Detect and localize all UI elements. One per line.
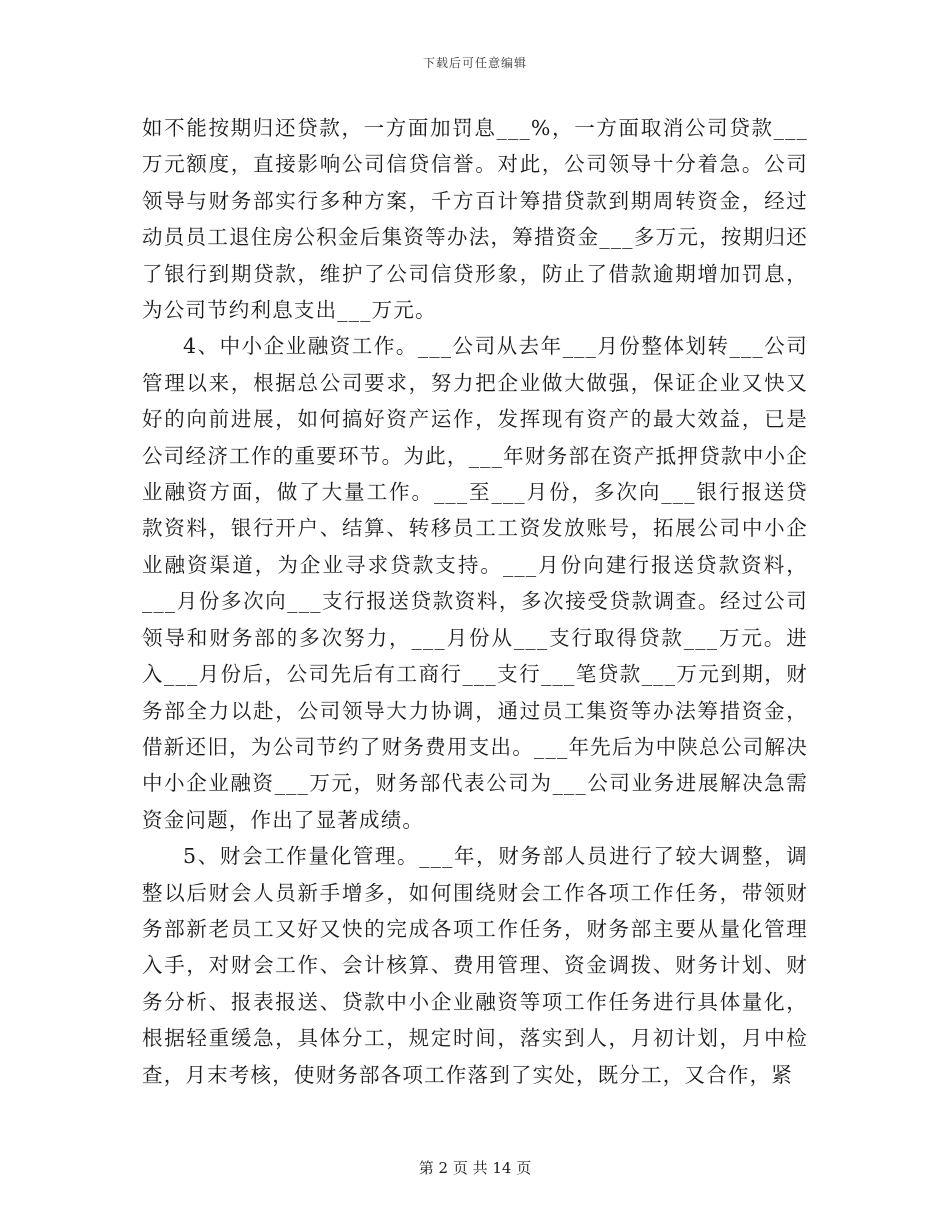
paragraph-continuation: 如不能按期归还贷款，一方面加罚息___%，一方面取消公司贷款___万元额度，直接影响公司信贷信誉。对此，公司领导十分着急。公司领导与财务部实行多种方案，千方百计筹措贷款到期周转资金，经过动员员工退住房公积金后集资等办法，筹措资金___多万元，按期归还了银行到期贷款，维护了公司信贷形象，防止了借款逾期增加罚息，为公司节约利息支出___万元。 bbox=[142, 116, 808, 323]
paragraph-sme-financing: 4、中小企业融资工作。___公司从去年___月份整体划转___公司管理以来，根据总公司要求，努力把企业做大做强，保证企业又快又好的向前进展，如何搞好资产运作，发挥现有资产的最大效益，已是公司经济工作的重要环节。为此，___年财务部在资产抵押贷款中小企业融资方面，做了大量工作。___至___月份，多次向___银行报送贷款资料，银行开户、结算、转移员工工资发放账号，拓展公司中小企业融资渠道，为企业寻求贷款支持。___月份向建行报送贷款资料，___月份多次向___支行报送贷款资料，多次接受贷款调查。经过公司领导和财务部的多次努力，___月份从___支行取得贷款___万元。进入___月份后，公司先后有工商行___支行___笔贷款___万元到期，财务部全力以赴，公司领导大力协调，通过员工集资等办法筹措资金，借新还旧，为公司节约了财务费用支出。___年先后为中陕总公司解决中小企业融资___万元，财务部代表公司为___公司业务进展解决急需资金问题，作出了显著成绩。 bbox=[142, 334, 808, 832]
document-body bbox=[142, 110, 808, 1093]
page-number-footer: 第 2 页 共 14 页 bbox=[418, 1159, 532, 1177]
page-header: 下载后可任意编辑 bbox=[422, 56, 527, 70]
paragraph-quantified-management: 5、财会工作量化管理。___年，财务部人员进行了较大调整，调整以后财会人员新手增多，如何围绕财会工作各项工作任务，带领财务部新老员工又好又快的完成各项工作任务，财务部主要从量化管理入手，对财会工作、会计核算、费用管理、资金调拨、财务计划、财务分析、报表报送、贷款中小企业融资等项工作任务进行具体量化，根据轻重缓急，具体分工，规定时间，落实到人，月初计划，月中检查，月末考核，使财务部各项工作落到了实处，既分工，又合作，紧 bbox=[142, 844, 808, 1087]
